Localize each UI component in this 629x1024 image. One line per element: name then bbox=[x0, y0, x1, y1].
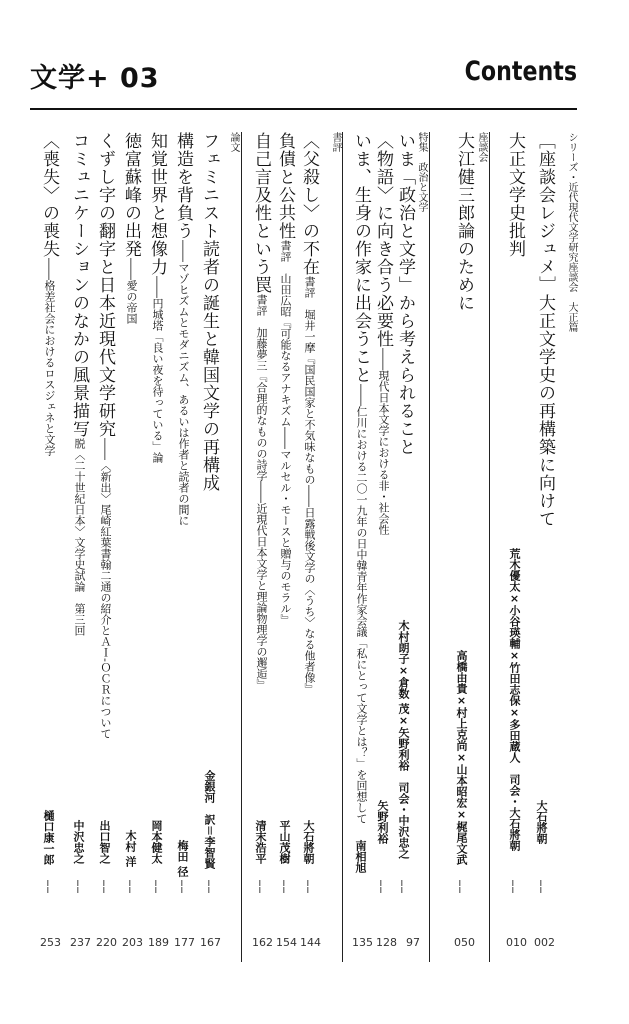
toc-entry-author: 岡本健太 bbox=[150, 820, 163, 864]
toc-entry[interactable] bbox=[252, 132, 269, 690]
toc-entry-subtitle: ――マゾヒズムとモダニズム、あるいは作者と読者の間に bbox=[177, 240, 190, 526]
toc-entry[interactable] bbox=[70, 132, 87, 636]
toc-entry-author: 矢野利裕 bbox=[376, 800, 389, 844]
contents-heading: Contents bbox=[464, 56, 577, 87]
toc-leader: …… bbox=[256, 880, 267, 895]
toc-entry-title: 徳富蘇峰の出発 bbox=[121, 132, 141, 258]
page-number: 220 bbox=[96, 936, 117, 949]
toc-entry-title: 〈父殺し〉の不在 bbox=[299, 132, 319, 276]
section-label-review: 書評 bbox=[330, 132, 341, 152]
page-number: 002 bbox=[534, 936, 555, 949]
page-number: 162 bbox=[252, 936, 273, 949]
toc-leader: …… bbox=[205, 880, 216, 895]
toc-entry[interactable] bbox=[148, 132, 165, 463]
toc-entry-title[interactable]: 大正文学史批判 bbox=[505, 132, 525, 258]
toc-entry-author: 木村 洋 bbox=[124, 830, 137, 867]
toc-entry-title[interactable]: いま「政治と文学」から考えられること bbox=[395, 132, 415, 456]
toc-entry-subtitle: ――現代日本文学における非・社会性 bbox=[377, 348, 390, 535]
page-number: 135 bbox=[352, 936, 373, 949]
toc-entry[interactable] bbox=[40, 132, 57, 456]
toc-entry-author: 出口智之 bbox=[98, 820, 111, 864]
page-number: 189 bbox=[148, 936, 169, 949]
page-number: 253 bbox=[40, 936, 61, 949]
toc-entry-subtitle: ――愛の帝国 bbox=[125, 258, 138, 324]
toc-leader: …… bbox=[304, 880, 315, 895]
toc-entry-title[interactable]: 大江健三郎論のために bbox=[454, 132, 474, 312]
toc-entry[interactable] bbox=[300, 132, 317, 694]
toc-entry-title: 〈喪失〉の喪失 bbox=[39, 132, 59, 258]
section-label-series: シリーズ・近代現代文学研究座談会 大正篇 bbox=[566, 132, 577, 332]
toc-leader: …… bbox=[280, 880, 291, 895]
section-label-roundtable: 座談会 bbox=[476, 132, 487, 162]
toc-entry[interactable] bbox=[122, 132, 139, 324]
section-divider bbox=[342, 132, 343, 962]
header-rule bbox=[30, 108, 577, 110]
toc-entry[interactable] bbox=[352, 132, 369, 824]
toc-entry-subtitle: ――〈新出〉尾崎紅葉書翰二通の紹介とＡＩ‐ＯＣＲについて bbox=[99, 438, 112, 739]
page-number: 144 bbox=[300, 936, 321, 949]
toc-leader: …… bbox=[178, 880, 189, 895]
toc-entry[interactable] bbox=[174, 132, 191, 526]
section-label-essay: 論文 bbox=[228, 132, 239, 152]
toc-entry-author: 高橋由貴×村上克尚×山本昭宏×梶尾文武 bbox=[455, 650, 468, 865]
toc-entry-title: いま、生身の作家に出会うこと bbox=[351, 132, 371, 384]
toc-entry-subtitle: ――円城塔「良い夜を待っている」論 bbox=[151, 276, 164, 463]
toc-entry-title: 自己言及性という罠 bbox=[251, 132, 271, 294]
page-number: 050 bbox=[454, 936, 475, 949]
toc-entry-author: 大石將朝 bbox=[535, 800, 548, 844]
section-label-special: 特集 政治と文学 bbox=[416, 132, 427, 212]
toc-leader: …… bbox=[44, 880, 55, 895]
toc-entry-title: くずし字の翻字と日本近現代文学研究 bbox=[95, 132, 115, 438]
toc-entry-author: 木村朗子×倉数 茂×矢野利裕 司会・中沢忠之 bbox=[397, 620, 410, 859]
toc-entry-title[interactable]: フェミニスト読者の誕生と韓国文学の再構成 bbox=[199, 132, 219, 492]
toc-entry-subtitle: 書評 山田広昭『可能なるアナキズム――マルセル・モースと贈与のモラル』 bbox=[279, 240, 292, 625]
toc-entry-author: 清末浩平 bbox=[254, 820, 267, 864]
toc-entry-author: 金銀河 訳＝李智賢 bbox=[203, 770, 216, 869]
section-divider bbox=[429, 132, 430, 962]
toc-entry-author: 樋口康一郎 bbox=[42, 810, 55, 865]
toc-leader: …… bbox=[126, 880, 137, 895]
section-divider bbox=[241, 132, 242, 962]
toc-leader: …… bbox=[537, 880, 548, 895]
page-number: 154 bbox=[276, 936, 297, 949]
page-number: 128 bbox=[376, 936, 397, 949]
toc-leader: …… bbox=[509, 880, 520, 895]
toc-leader: …… bbox=[398, 880, 409, 895]
toc-entry-title: 知覚世界と想像力 bbox=[147, 132, 167, 276]
page-number: 237 bbox=[70, 936, 91, 949]
toc-entry-subtitle: ――格差社会におけるロスジェネと文学 bbox=[43, 258, 56, 456]
toc-leader: …… bbox=[74, 880, 85, 895]
toc-entry-author: 大石將朝 bbox=[302, 820, 315, 864]
toc-leader: …… bbox=[100, 880, 111, 895]
page-number: 177 bbox=[174, 936, 195, 949]
toc-leader: …… bbox=[456, 880, 467, 895]
page-number: 010 bbox=[506, 936, 527, 949]
toc-entry-author: 南相旭 bbox=[354, 840, 367, 873]
toc-entry[interactable] bbox=[374, 132, 391, 535]
toc-entry-subtitle: 書評 加藤夢三『合理的なものの詩学――近現代日本文学と理論物理学の邂逅』 bbox=[255, 294, 268, 690]
toc-entry-title: 〈物語〉に向き合う必要性 bbox=[373, 132, 393, 348]
toc-entry-author: 中沢忠之 bbox=[72, 820, 85, 864]
page-number: 97 bbox=[406, 936, 420, 949]
toc-leader: …… bbox=[152, 880, 163, 895]
toc-entry-subtitle: 脱〈二十世紀日本〉文学史試論 第三回 bbox=[73, 438, 86, 636]
toc-entry-title: 構造を背負う bbox=[173, 132, 193, 240]
journal-title: 文学+ 03 bbox=[30, 63, 160, 94]
toc-entry-author: 荒木優太×小谷瑛輔×竹田志保×多田蔵人 司会・大石將朝 bbox=[508, 548, 521, 851]
toc-entry-subtitle: 書評 堀井一摩『国民国家と不気味なもの――日露戦後文学の〈うち〉なる他者像』 bbox=[303, 276, 316, 694]
toc-entry[interactable] bbox=[96, 132, 113, 739]
section-divider bbox=[489, 132, 490, 962]
toc-entry-subtitle: ――仁川における二〇一九年の日中韓青年作家会議「私にとって文学とは？」を回想して bbox=[355, 384, 368, 824]
toc-entry-author: 梅田 径 bbox=[176, 840, 189, 877]
toc-entry[interactable] bbox=[276, 132, 293, 625]
toc-entry-title: コミュニケーションのなかの風景描写 bbox=[69, 132, 89, 438]
toc-entry-title: 負債と公共性 bbox=[275, 132, 295, 240]
toc-leader: …… bbox=[377, 880, 388, 895]
toc-entry-author: 平山茂樹 bbox=[278, 820, 291, 864]
page-number: 203 bbox=[122, 936, 143, 949]
page-number: 167 bbox=[200, 936, 221, 949]
toc-entry-title[interactable]: ［座談会レジュメ］大正文学史の再構築に向けて bbox=[535, 132, 555, 528]
